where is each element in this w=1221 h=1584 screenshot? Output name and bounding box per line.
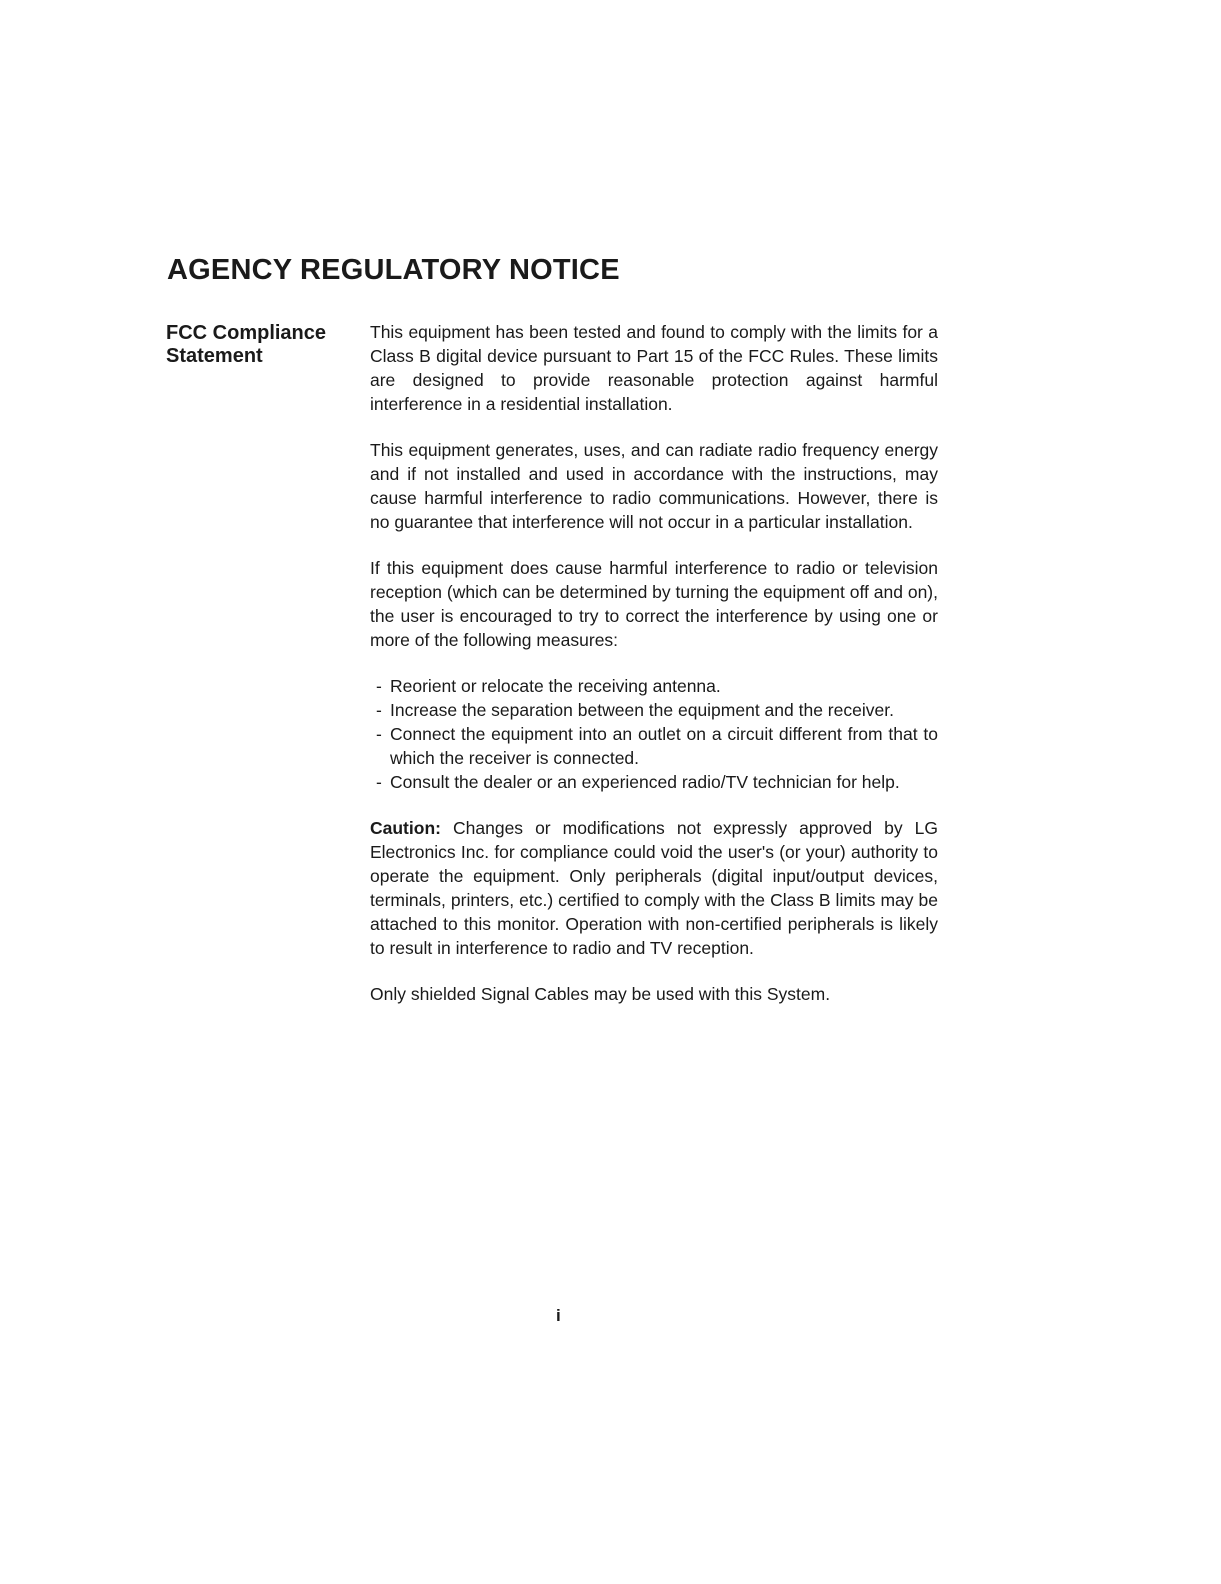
paragraph-compliance: This equipment has been tested and found to comply with the limits for a Class B digital device pursuant to Part 15 of the FCC Rules. These limits are designed to provide reasonable protection against harmful interference in a residential installation. bbox=[370, 322, 938, 414]
list-marker: - bbox=[376, 772, 382, 792]
list-marker: - bbox=[376, 700, 382, 720]
list-marker: - bbox=[376, 676, 382, 696]
section-heading-line2: Statement bbox=[166, 345, 263, 367]
list-item bbox=[370, 698, 938, 722]
section-heading bbox=[166, 322, 326, 368]
page-title: AGENCY REGULATORY NOTICE bbox=[167, 254, 620, 286]
measure-text: Reorient or relocate the receiving antenna. bbox=[390, 676, 721, 696]
measure-text: Consult the dealer or an experienced radio/TV technician for help. bbox=[390, 772, 900, 792]
body-column bbox=[370, 320, 938, 1028]
page-number: i bbox=[556, 1306, 561, 1325]
list-item bbox=[370, 674, 938, 698]
paragraph-radiation: This equipment generates, uses, and can radiate radio frequency energy and if not installed and used in accordance with the instructions, may cause harmful interference to radio communications. However, there is no guarantee that interference will not occur in a particular installation. bbox=[370, 440, 938, 532]
paragraph-measures-intro: If this equipment does cause harmful interference to radio or television reception (which can be determined by turning the equipment off and on), the user is encouraged to try to correct the interference by using one or more of the following measures: bbox=[370, 558, 938, 650]
measure-text: Connect the equipment into an outlet on a circuit different from that to which the receiver is connected. bbox=[390, 724, 938, 768]
caution-text: Changes or modifications not expressly approved by LG Electronics Inc. for compliance could void the user's (or your) authority to operate the equipment. Only peripherals (digital input/output devices, terminals, printers, etc.) certified to comply with the Class B limits may be attached to this monitor. Operation with non-certified peripherals is likely to result in interference to radio and TV reception. bbox=[370, 818, 938, 958]
list-item bbox=[370, 770, 938, 794]
section-heading-line1: FCC Compliance bbox=[166, 322, 327, 344]
closing-statement: Only shielded Signal Cables may be used with this System. bbox=[370, 984, 831, 1004]
list-item bbox=[370, 722, 938, 770]
measure-text: Increase the separation between the equipment and the receiver. bbox=[390, 700, 894, 720]
measures-list bbox=[370, 674, 938, 794]
list-marker: - bbox=[376, 724, 382, 744]
caution-label: Caution: bbox=[370, 818, 441, 838]
caution-paragraph bbox=[370, 816, 938, 960]
